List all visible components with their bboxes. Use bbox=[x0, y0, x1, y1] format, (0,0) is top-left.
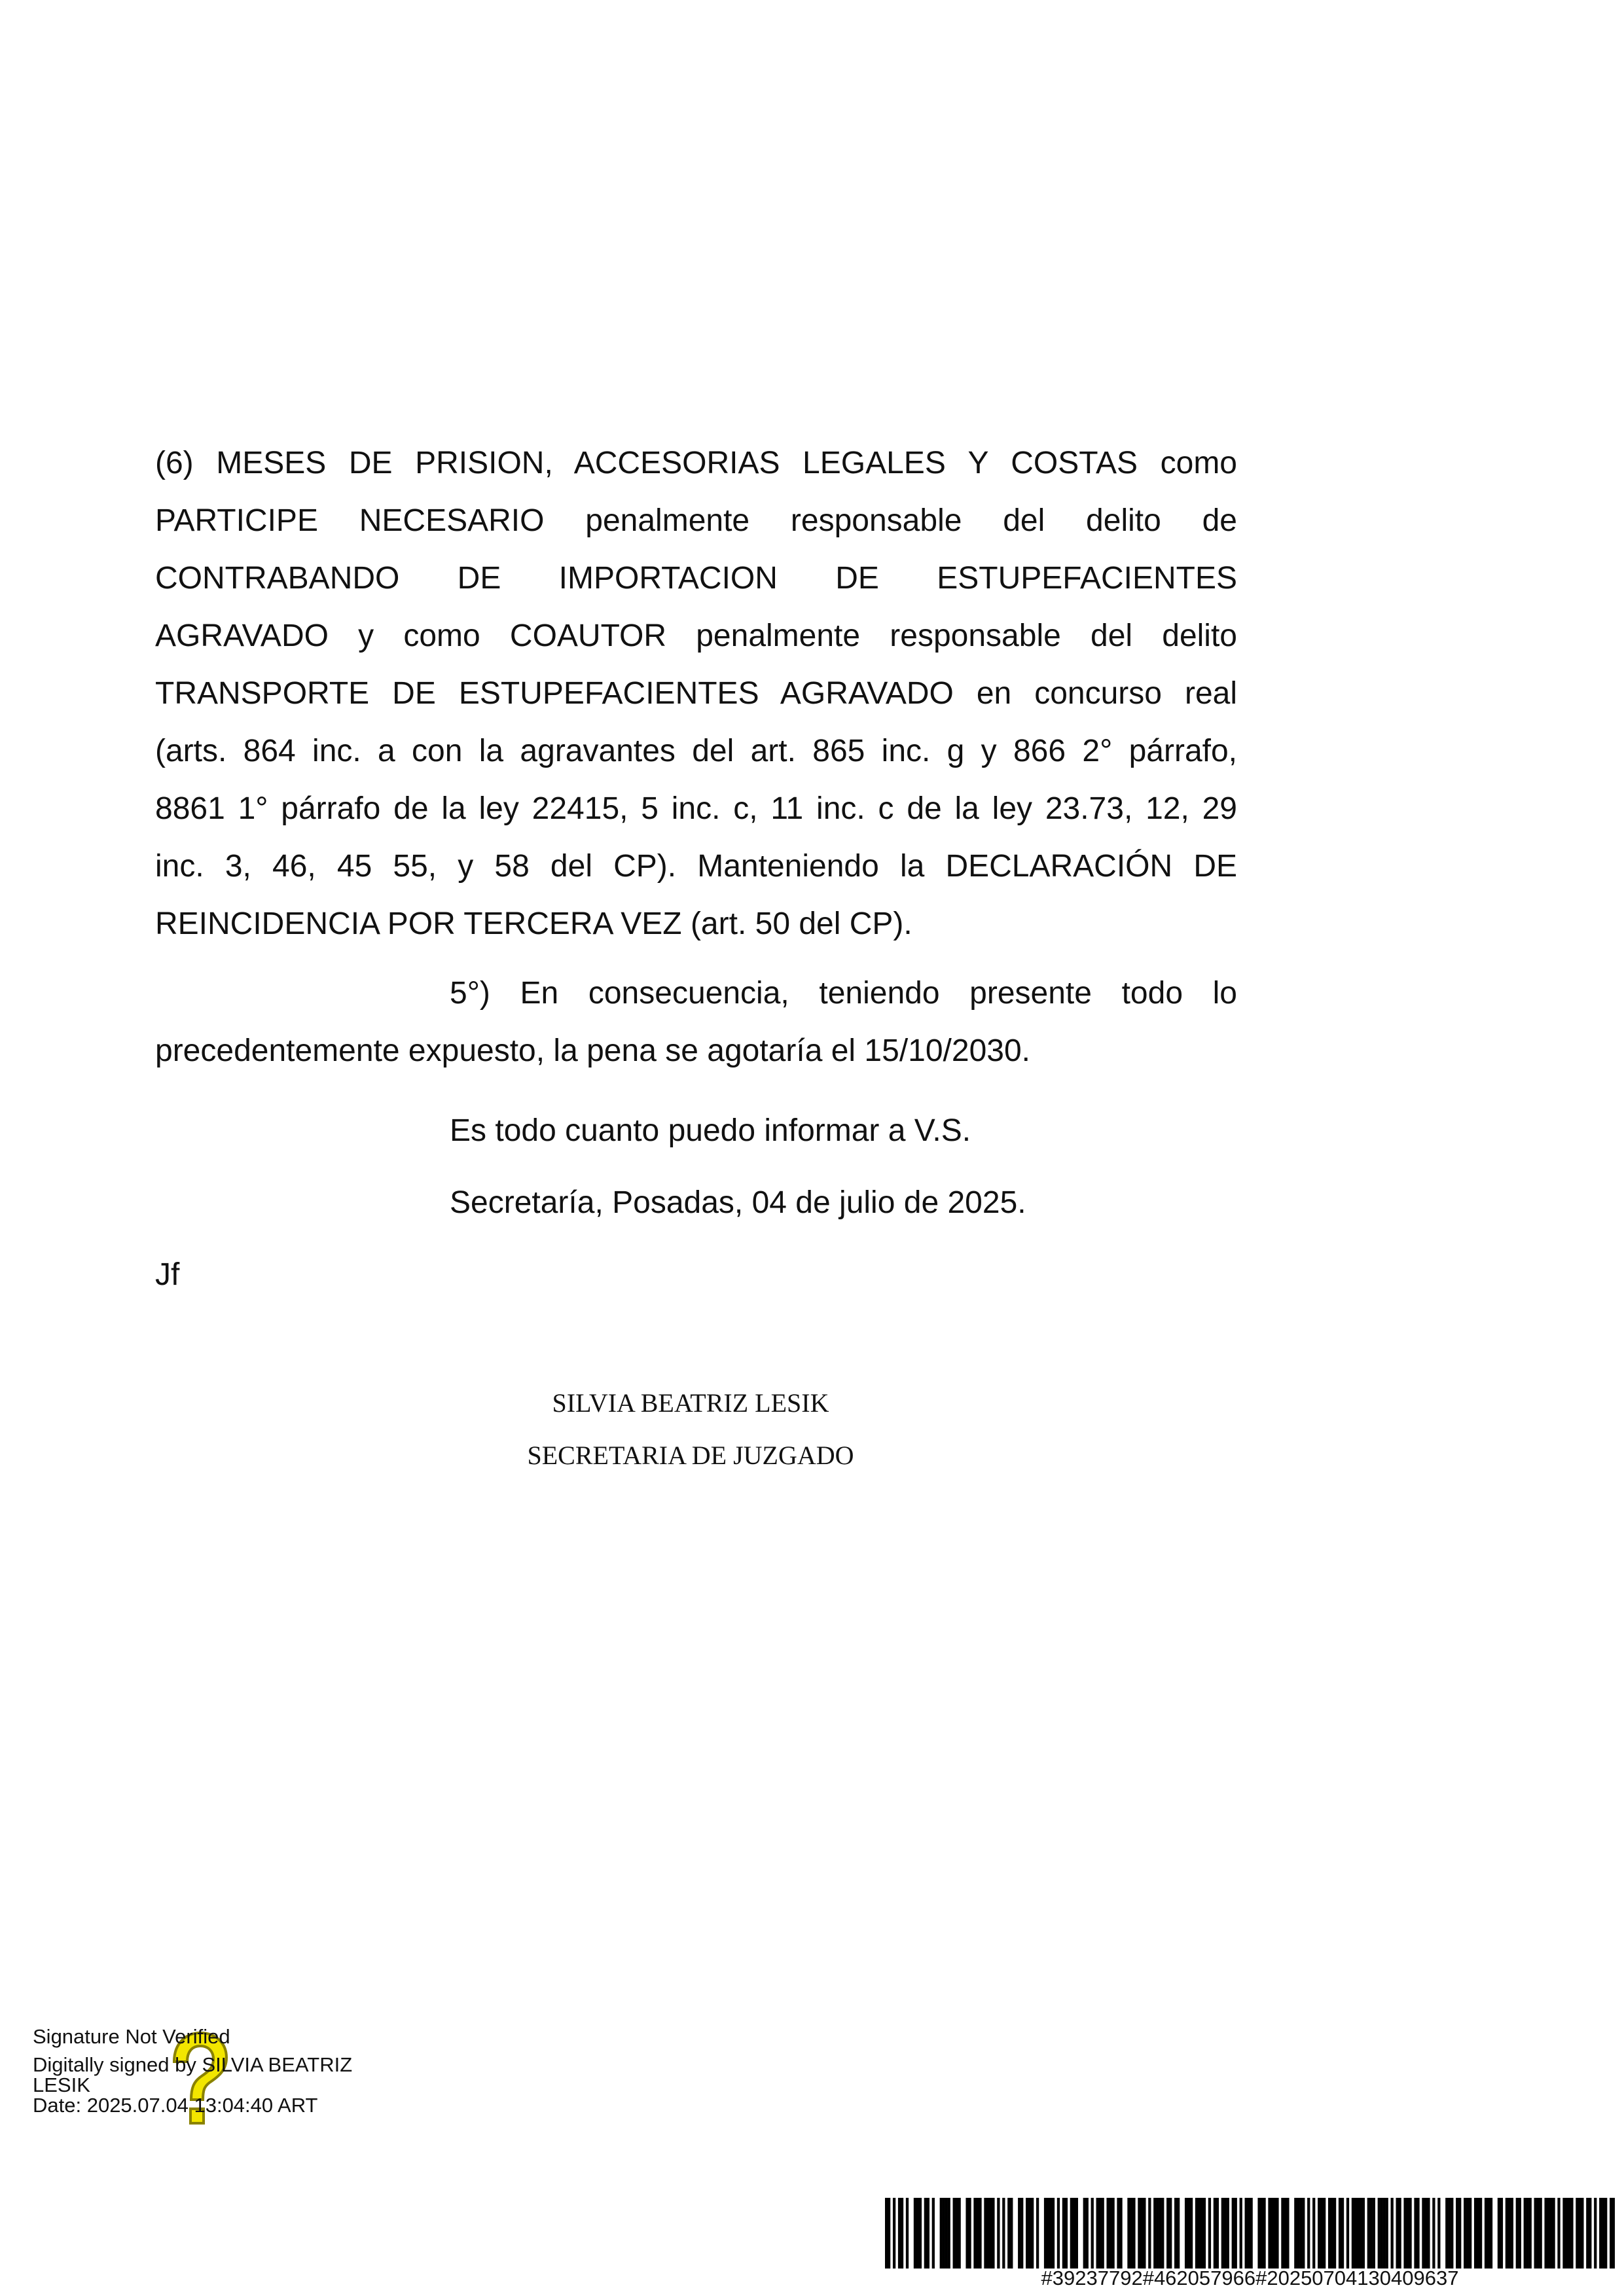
barcode-bar bbox=[1185, 2198, 1187, 2269]
barcode-bar bbox=[1333, 2198, 1336, 2269]
barcode-bar bbox=[1445, 2198, 1448, 2269]
text-line: (arts. 864 inc. a con la agravantes del art. 865 inc. g y 866 2° párrafo, bbox=[155, 734, 1237, 768]
initials-text: Jf bbox=[155, 1257, 180, 1292]
barcode-bar bbox=[976, 2198, 979, 2269]
barcode-bar bbox=[1586, 2198, 1589, 2269]
barcode-bar bbox=[973, 2198, 976, 2269]
barcode-bar bbox=[1010, 2198, 1013, 2269]
barcode-bar bbox=[919, 2198, 922, 2269]
barcode-bar bbox=[943, 2198, 945, 2269]
barcode-bar bbox=[1487, 2198, 1490, 2269]
barcode-bar bbox=[885, 2198, 888, 2269]
signer-title: SECRETARIA DE JUZGADO bbox=[527, 1441, 854, 1470]
barcode-bar bbox=[1281, 2198, 1284, 2269]
barcode-bar bbox=[1286, 2198, 1289, 2269]
barcode-bar bbox=[1203, 2198, 1206, 2269]
barcode-bar bbox=[1458, 2198, 1461, 2269]
barcode-bar bbox=[1031, 2198, 1034, 2269]
signature-status: Signature Not Verified bbox=[33, 2025, 230, 2048]
barcode-bar bbox=[1091, 2198, 1094, 2269]
barcode-bar bbox=[1437, 2198, 1440, 2269]
barcode-bar bbox=[1424, 2198, 1427, 2269]
barcode-bar bbox=[1232, 2198, 1235, 2269]
barcode-bar bbox=[1263, 2198, 1265, 2269]
barcode-bar bbox=[1565, 2198, 1568, 2269]
barcode-bar bbox=[1047, 2198, 1049, 2269]
barcode-bar bbox=[1070, 2198, 1073, 2269]
barcode-bar bbox=[1075, 2198, 1078, 2269]
barcode-bar bbox=[1612, 2198, 1615, 2269]
barcode-bar bbox=[1409, 2198, 1411, 2269]
barcode-bar bbox=[1537, 2198, 1540, 2269]
barcode-bar bbox=[1604, 2198, 1607, 2269]
barcode-bar bbox=[1466, 2198, 1469, 2269]
barcode-bar bbox=[1132, 2198, 1135, 2269]
barcode-bar bbox=[927, 2198, 929, 2269]
barcode-bar bbox=[1130, 2198, 1132, 2269]
barcode-bar bbox=[1062, 2198, 1065, 2269]
barcode-bar bbox=[1352, 2198, 1354, 2269]
barcode-bar bbox=[924, 2198, 927, 2269]
barcode-bar bbox=[1602, 2198, 1604, 2269]
barcode-bar bbox=[888, 2198, 890, 2269]
barcode-bar bbox=[1516, 2198, 1519, 2269]
barcode-bar bbox=[956, 2198, 958, 2269]
barcode-bar bbox=[1109, 2198, 1111, 2269]
barcode-bar bbox=[1373, 2198, 1375, 2269]
barcode-bar bbox=[1140, 2198, 1143, 2269]
barcode-bar bbox=[1599, 2198, 1602, 2269]
barcode-bar bbox=[1299, 2198, 1302, 2269]
barcode-bar bbox=[1354, 2198, 1357, 2269]
barcode-bar bbox=[1498, 2198, 1500, 2269]
barcode-bar bbox=[953, 2198, 956, 2269]
barcode-bar bbox=[1581, 2198, 1583, 2269]
barcode-bar bbox=[1169, 2198, 1172, 2269]
barcode-bar bbox=[1519, 2198, 1521, 2269]
barcode-bar bbox=[1534, 2198, 1537, 2269]
barcode-bar bbox=[1018, 2198, 1020, 2269]
barcode-bar bbox=[1106, 2198, 1109, 2269]
barcode-bar bbox=[1576, 2198, 1578, 2269]
barcode-bar bbox=[1312, 2198, 1315, 2269]
barcode-bar bbox=[1386, 2198, 1388, 2269]
barcode-bar bbox=[1432, 2198, 1435, 2269]
barcode-bar bbox=[1549, 2198, 1552, 2269]
barcode-bar bbox=[901, 2198, 903, 2269]
barcode-bar bbox=[1474, 2198, 1477, 2269]
text-line: precedentemente expuesto, la pena se agotaría el 15/10/2030. bbox=[155, 1033, 1030, 1068]
barcode-bar bbox=[1331, 2198, 1333, 2269]
barcode-bar bbox=[1414, 2198, 1416, 2269]
barcode-bar bbox=[1378, 2198, 1380, 2269]
author-initials bbox=[155, 1246, 1237, 1304]
barcode-bar bbox=[1073, 2198, 1075, 2269]
barcode-bar bbox=[1416, 2198, 1419, 2269]
barcode-bar bbox=[1529, 2198, 1532, 2269]
barcode-bar bbox=[1036, 2198, 1039, 2269]
barcode-bar bbox=[992, 2198, 994, 2269]
barcode-bar bbox=[1302, 2198, 1305, 2269]
text-line: Es todo cuanto puedo informar a V.S. bbox=[450, 1113, 971, 1148]
text-line: PARTICIPE NECESARIO penalmente responsable del delito de bbox=[155, 503, 1237, 538]
barcode-bar bbox=[1544, 2198, 1547, 2269]
barcode-bar bbox=[1221, 2198, 1224, 2269]
barcode-bar bbox=[1276, 2198, 1278, 2269]
barcode-bar bbox=[1208, 2198, 1211, 2269]
barcode-bar bbox=[1216, 2198, 1219, 2269]
barcode-bar bbox=[1362, 2198, 1365, 2269]
barcode-bar bbox=[979, 2198, 981, 2269]
barcode-bar bbox=[893, 2198, 895, 2269]
barcode-bar bbox=[1320, 2198, 1323, 2269]
barcode-bar bbox=[1248, 2198, 1250, 2269]
barcode-bar bbox=[1049, 2198, 1052, 2269]
barcode-bar bbox=[1200, 2198, 1203, 2269]
barcode-bar bbox=[1057, 2198, 1060, 2269]
barcode-bar bbox=[1456, 2198, 1458, 2269]
barcode-bar bbox=[1096, 2198, 1099, 2269]
barcode-bar bbox=[1227, 2198, 1229, 2269]
barcode-bar bbox=[1383, 2198, 1386, 2269]
barcode-bar bbox=[1380, 2198, 1383, 2269]
barcode-bar bbox=[1002, 2198, 1005, 2269]
text-line: TRANSPORTE DE ESTUPEFACIENTES AGRAVADO en concurso real bbox=[155, 676, 1237, 711]
barcode-bar bbox=[1469, 2198, 1471, 2269]
barcode-bar bbox=[1260, 2198, 1263, 2269]
barcode-bar bbox=[1284, 2198, 1286, 2269]
barcode-bar bbox=[1589, 2198, 1591, 2269]
barcode-bar bbox=[1111, 2198, 1114, 2269]
paragraph-report-closing bbox=[155, 1102, 1237, 1160]
barcode-bar bbox=[940, 2198, 943, 2269]
barcode-bar bbox=[1099, 2198, 1102, 2269]
signed-by-line: Digitally signed by SILVIA BEATRIZ bbox=[33, 2053, 353, 2076]
barcode-bar bbox=[1422, 2198, 1424, 2269]
barcode-bar bbox=[989, 2198, 992, 2269]
barcode-bar bbox=[1511, 2198, 1513, 2269]
barcode-bar bbox=[1570, 2198, 1573, 2269]
barcode-bar bbox=[1257, 2198, 1260, 2269]
barcode-bar bbox=[1294, 2198, 1297, 2269]
barcode-bar bbox=[1138, 2198, 1140, 2269]
barcode-bar bbox=[1318, 2198, 1320, 2269]
barcode-bar bbox=[1357, 2198, 1360, 2269]
barcode-bar bbox=[1403, 2198, 1406, 2269]
barcode-bar bbox=[1148, 2198, 1151, 2269]
barcode-bar bbox=[1427, 2198, 1430, 2269]
barcode-bar bbox=[1391, 2198, 1394, 2269]
barcode-bar bbox=[1367, 2198, 1370, 2269]
barcode-bar bbox=[932, 2198, 935, 2269]
barcode-bar bbox=[1594, 2198, 1597, 2269]
text-line: (6) MESES DE PRISION, ACCESORIAS LEGALES Y COSTAS como bbox=[155, 446, 1237, 480]
text-line: CONTRABANDO DE IMPORTACION DE ESTUPEFACIENTES bbox=[155, 561, 1237, 596]
barcode-bar bbox=[1370, 2198, 1373, 2269]
digital-signature-stamp[interactable] bbox=[33, 2026, 352, 2115]
barcode-bar bbox=[1526, 2198, 1529, 2269]
barcode-bar bbox=[1398, 2198, 1401, 2269]
barcode-bar bbox=[1524, 2198, 1526, 2269]
text-line: REINCIDENCIA POR TERCERA VEZ (art. 50 del CP). bbox=[155, 906, 912, 941]
barcode-bar bbox=[1026, 2198, 1028, 2269]
barcode-code: #39237792#462057966#20250704130409637 bbox=[1041, 2267, 1459, 2289]
barcode-bar bbox=[1177, 2198, 1180, 2269]
barcode-bar bbox=[1500, 2198, 1503, 2269]
barcode-bar bbox=[1086, 2198, 1089, 2269]
barcode-bar bbox=[1307, 2198, 1310, 2269]
barcode-bar bbox=[997, 2198, 1000, 2269]
barcode-bar bbox=[945, 2198, 948, 2269]
barcode-bar bbox=[1065, 2198, 1068, 2269]
barcode-bar bbox=[1174, 2198, 1177, 2269]
text-line: inc. 3, 46, 45 55, y 58 del CP). Manteniendo la DECLARACIÓN DE bbox=[155, 849, 1237, 884]
barcode-bar bbox=[1161, 2198, 1164, 2269]
barcode-bar bbox=[1477, 2198, 1479, 2269]
barcode-bar bbox=[1166, 2198, 1169, 2269]
barcode-bar bbox=[984, 2198, 986, 2269]
barcode-bar bbox=[1562, 2198, 1565, 2269]
barcode-bar bbox=[1052, 2198, 1055, 2269]
barcode-bar bbox=[906, 2198, 909, 2269]
barcode-bar bbox=[1557, 2198, 1560, 2269]
barcode-bar bbox=[1578, 2198, 1581, 2269]
signer-name: SILVIA BEATRIZ LESIK bbox=[552, 1388, 829, 1418]
text-line: Secretaría, Posadas, 04 de julio de 2025. bbox=[450, 1185, 1026, 1220]
barcode-bar bbox=[1268, 2198, 1271, 2269]
barcode-bar bbox=[1190, 2198, 1193, 2269]
barcode-bar bbox=[1271, 2198, 1273, 2269]
barcode-bar bbox=[1156, 2198, 1159, 2269]
barcode-bar bbox=[1547, 2198, 1549, 2269]
barcode-bar bbox=[1339, 2198, 1341, 2269]
barcode-bar bbox=[898, 2198, 901, 2269]
barcode-bar bbox=[1479, 2198, 1482, 2269]
barcode-bar bbox=[968, 2198, 971, 2269]
barcode-bar bbox=[1508, 2198, 1511, 2269]
paragraph-place-date bbox=[155, 1174, 1237, 1232]
barcode-bar bbox=[1020, 2198, 1023, 2269]
paragraph-sentence-details bbox=[155, 435, 1237, 953]
barcode-bar bbox=[1250, 2198, 1253, 2269]
text-line: 8861 1° párrafo de la ley 22415, 5 inc. c, 11 inc. c de la ley 23.73, 12, 29 bbox=[155, 791, 1237, 826]
barcode-bar bbox=[1240, 2198, 1242, 2269]
barcode-bar bbox=[1552, 2198, 1555, 2269]
barcode-bar bbox=[1159, 2198, 1161, 2269]
barcode-bar bbox=[1245, 2198, 1248, 2269]
barcode-bar bbox=[1102, 2198, 1104, 2269]
barcode-bar bbox=[1360, 2198, 1362, 2269]
barcode-bar bbox=[1198, 2198, 1200, 2269]
barcode bbox=[885, 2198, 1615, 2269]
barcode-bar bbox=[1490, 2198, 1492, 2269]
text-line: 5°) En consecuencia, teniendo presente todo lo bbox=[450, 976, 1237, 1011]
barcode-bar bbox=[1568, 2198, 1570, 2269]
barcode-bar bbox=[1143, 2198, 1146, 2269]
barcode-bar bbox=[1127, 2198, 1130, 2269]
barcode-bar bbox=[1044, 2198, 1047, 2269]
barcode-bar bbox=[965, 2198, 968, 2269]
text-line: AGRAVADO y como COAUTOR penalmente responsable del delito bbox=[155, 619, 1237, 653]
signature-date: Date: 2025.07.04 13:04:40 ART bbox=[33, 2094, 318, 2117]
barcode-bar bbox=[986, 2198, 989, 2269]
barcode-bar bbox=[1451, 2198, 1453, 2269]
barcode-bar bbox=[1485, 2198, 1487, 2269]
barcode-bar bbox=[1506, 2198, 1508, 2269]
barcode-bar bbox=[948, 2198, 950, 2269]
barcode-bar bbox=[1187, 2198, 1190, 2269]
signed-by-line: LESIK bbox=[33, 2073, 90, 2096]
barcode-bar bbox=[1195, 2198, 1198, 2269]
barcode-bar bbox=[1448, 2198, 1451, 2269]
barcode-bar bbox=[1396, 2198, 1399, 2269]
barcode-bar bbox=[1235, 2198, 1237, 2269]
barcode-bar bbox=[958, 2198, 961, 2269]
barcode-bar bbox=[914, 2198, 916, 2269]
barcode-bar bbox=[1224, 2198, 1227, 2269]
barcode-bar bbox=[1323, 2198, 1326, 2269]
barcode-bar bbox=[1117, 2198, 1119, 2269]
barcode-bar bbox=[1540, 2198, 1542, 2269]
barcode-bar bbox=[1007, 2198, 1010, 2269]
barcode-bar bbox=[1341, 2198, 1344, 2269]
barcode-bar bbox=[1214, 2198, 1216, 2269]
barcode-bar bbox=[1083, 2198, 1086, 2269]
barcode-bar bbox=[1273, 2198, 1276, 2269]
barcode-bar bbox=[1406, 2198, 1409, 2269]
barcode-bar bbox=[1346, 2198, 1349, 2269]
barcode-bar bbox=[1297, 2198, 1299, 2269]
paragraph-consequence bbox=[155, 965, 1237, 1080]
barcode-bar bbox=[1328, 2198, 1331, 2269]
barcode-bar bbox=[1028, 2198, 1031, 2269]
barcode-bar bbox=[916, 2198, 919, 2269]
barcode-bar bbox=[1464, 2198, 1466, 2269]
barcode-bar bbox=[1119, 2198, 1122, 2269]
barcode-bar bbox=[1610, 2198, 1612, 2269]
barcode-bar bbox=[1153, 2198, 1156, 2269]
